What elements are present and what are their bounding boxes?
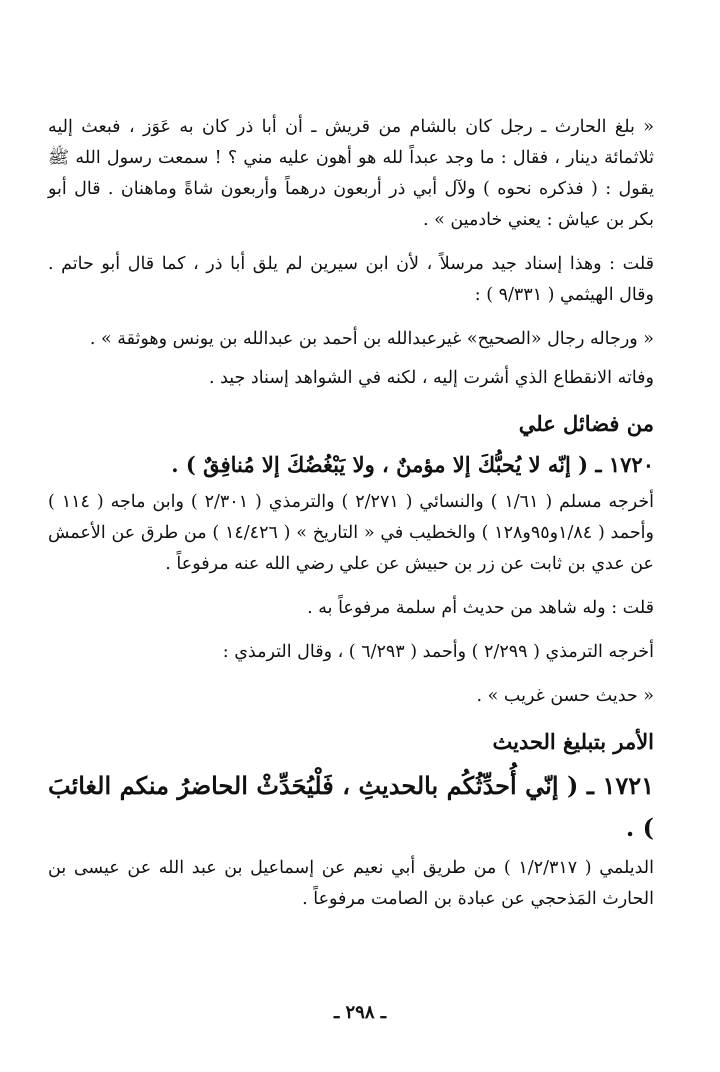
- hadith-1721: ١٧٢١ ـ ( إنّي أُحدِّثُكُم بالحديثِ ، فَلْيُحَدِّثْ الحاضرُ منكم الغائبَ ) .: [48, 771, 654, 842]
- section-heading-ali: من فضائل علي: [518, 411, 654, 436]
- paragraph-abu-dharr-report: « بلغ الحارث ـ رجل كان بالشام من قريش ـ أن أبا ذر كان به عَوَز ، فبعث إليه ثلاثمائة دينار ، فقال : ما وجد عبداً لله هو أهون عليه مني ؟ ! سمعت رسول الله ﷺ يقول : ( فذكره نحوه ) ولآل أبي ذر أربعون درهماً وأربعون شاةً وماهنان . قال أبو بكر بن عياش : يعني خادمين » .: [48, 117, 654, 230]
- shahid-1720: قلت : وله شاهد من حديث أم سلمة مرفوعاً به .: [307, 598, 654, 618]
- paragraph-haythami-quote: « ورجاله رجال «الصحيح» غيرعبدالله بن أحمد بن عبدالله بن يونس وهوثقة » .: [89, 329, 654, 349]
- paragraph-isnad-comment: قلت : وهذا إسناد جيد مرسلاً ، لأن ابن سيرين لم يلق أبا ذر ، كما قال أبو حاتم . وقال الهيثمي ( ٩/٣٣١ ) :: [48, 254, 654, 305]
- page-number: ـ ٢٩٨ ـ: [333, 1002, 387, 1023]
- takhrij-1720-shahid: أخرجه الترمذي ( ٢/٢٩٩ ) وأحمد ( ٦/٢٩٣ ) ، وقال الترمذي :: [222, 642, 654, 662]
- takhrij-1720: أخرجه مسلم ( ١/٦١ ) والنسائي ( ٢/٢٧١ ) والترمذي ( ٢/٣٠١ ) وابن ماجه ( ١١٤ ) وأحمد ( ١/٨٤و٩٥و١٢٨ ) والخطيب في « التاريخ » ( ١٤/٤٢٦ ) من طرق عن الأعمش عن عدي بن ثابت عن زر بن حبيش عن علي رضي الله عنه مرفوعاً .: [48, 492, 655, 574]
- section-heading-tabligh: الأمر بتبليغ الحديث: [492, 729, 654, 754]
- paragraph-inqita-note: وفاته الانقطاع الذي أشرت إليه ، لكنه في الشواهد إسناد جيد .: [208, 368, 654, 388]
- hadith-1720: ١٧٢٠ ـ ( إنّه لا يُحبُّكَ إلا مؤمنٌ ، ولا يَبْغُضُكَ إلا مُنافِقٌ ) .: [171, 452, 654, 477]
- page-body: [48, 112, 654, 928]
- tirmidhi-verdict: « حديث حسن غريب » .: [476, 686, 654, 706]
- takhrij-1721: الديلمي ( ١/٢/٣١٧ ) من طريق أبي نعيم عن إسماعيل بن عبد الله عن عيسى بن الحارث المَذحجي عن عبادة بن الصامت مرفوعاً .: [48, 858, 655, 909]
